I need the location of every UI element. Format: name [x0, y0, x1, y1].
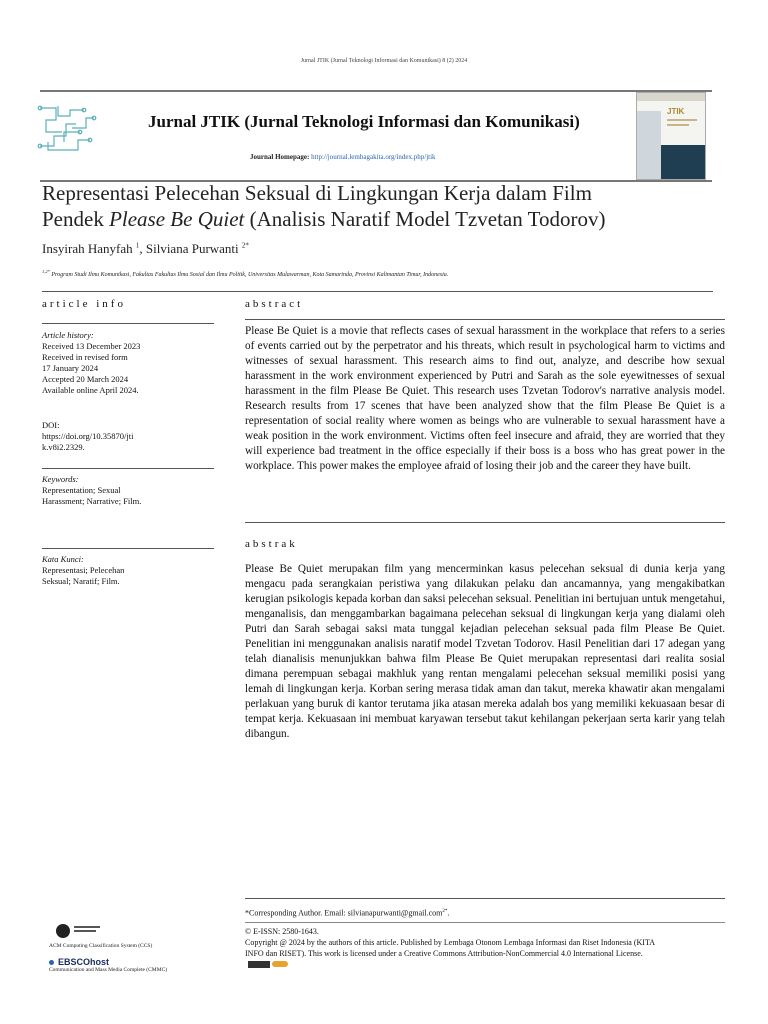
history-line: Received 13 December 2023	[42, 341, 141, 351]
article-title-line2: Pendek Please Be Quiet (Analisis Naratif Model Tzvetan Todorov)	[42, 207, 606, 231]
license-badge-icon	[272, 961, 288, 967]
acm-logo-wordmark	[74, 930, 96, 932]
running-head: Jurnal JTIK (Jurnal Teknologi Informasi dan Komunikasi) 8 (2) 2024	[300, 58, 468, 64]
article-history	[42, 330, 214, 396]
homepage-label: Journal Homepage:	[250, 153, 310, 161]
divider	[42, 548, 214, 549]
homepage-link[interactable]: http://journal.lembagakita.org/index.php/jtik	[311, 153, 436, 161]
divider	[42, 291, 713, 292]
copyright-notice: Copyright @ 2024 by the authors of this article. Published by Lembaga Otonom Lembaga Informasi dan Riset Indonesia (KITA INFO dan RISET). This work is licensed under a Creative Commons Attribution-NonCommercial 4.0 International License.	[245, 938, 669, 970]
history-line: Accepted 20 March 2024	[42, 374, 129, 384]
issn: © E-ISSN: 2580-1643.	[245, 927, 319, 936]
ebsco-dot-icon	[49, 960, 54, 965]
acm-logo-wordmark	[74, 926, 100, 928]
article-info-heading: article info	[42, 298, 126, 310]
journal-title: Jurnal JTIK (Jurnal Teknologi Informasi dan Komunikasi)	[148, 112, 580, 131]
doi-link-cont[interactable]: k.v8i2.2329.	[42, 442, 85, 452]
header-top-rule	[40, 90, 712, 92]
keywords-label: Keywords:	[42, 474, 79, 484]
acm-logo-icon	[56, 924, 70, 938]
abstrak-body: Please Be Quiet merupakan film yang mencerminkan kasus pelecehan seksual di dunia kerja yang mengacu pada serangkaian peristiwa yang dilakukan pelaku dan ancamannya, yang mengakibatkan kerugian psikologis kepada korban dan saksi pelecehan seksual. Penelitian ini bertujuan untuk mengetahui, menganalisis, dan menggambarkan bagaimana pelecehan seksual di lingkungan kerja yang dialami oleh Putri dan Sarah sebagai saksi mata tunggal kejadian pelecehan seksual pada film Please Be Quiet. Penelitian ini menggunakan analisis naratif model Tzvetan Todorov. Hasil Penelitian dari 17 adegan yang telah dianalisis menunjukkan bahwa film Please Be Quiet merupakan representasi dari realita sosial dimana perempuan sebagai makhluk yang rentan mengalami pelecehan seksual memiliki posisi yang lemah di lingkungan kerja. Korban sering merasa tidak aman dan takut, mereka khawatir akan mengalami perlakuan yang buruk di kantor terutama jika atasan mereka adalah bos yang memiliki kekuasaan besar di tempat kerja. Kekuasaan ini membuat karyawan tersebut takut kehilangan pekerjaan serta karir yang telah dibangun.	[245, 563, 725, 740]
divider	[42, 323, 214, 324]
author-name: Silviana Purwanti	[145, 241, 239, 256]
divider	[245, 319, 725, 320]
acm-ccs-text: ACM Computing Classification System (CCS)	[49, 943, 153, 949]
divider	[245, 922, 725, 923]
kata-kunci-label: Kata Kunci:	[42, 554, 84, 564]
abstrak-heading: abstrak	[245, 538, 298, 550]
article-title-line1: Representasi Pelecehan Seksual di Lingkungan Kerja dalam Film	[42, 181, 592, 205]
journal-logo-icon	[36, 102, 98, 152]
journal-cover-thumbnail	[636, 92, 706, 180]
divider	[245, 522, 725, 523]
journal-homepage	[250, 153, 436, 161]
abstract-body: Please Be Quiet is a movie that reflects cases of sexual harassment in the workplace that refers to a series of events carried out by the perpetrator and his threats, which result in psychological harm to victims and witnesses of sexual harassment. This research aims to find out, analyze, and describe how sexual harassment in the work environment experienced by Putri and Sarah as the sole eyewitnesses of sexual harassment in the film Please Be Quiet. This research uses Tzvetan Todorov's narrative analysis model. Research results from 17 scenes that have been analyzed show that the film Please Be Quiet is a representation of social reality where women as beings who are vulnerable to sexual harassment have a weak position in the work environment. Victims often feel insecure and afraid, they are worried that they will experience bad treatment in the office especially if their boss is a boss who has great power in the workplace. This power makes the employee afraid of losing their job and the career they have built.	[245, 325, 725, 472]
authors: Insyirah Hanyfah $^1$, Silviana Purwanti $^{2*}$	[42, 241, 249, 256]
film-title: Please Be Quiet	[109, 207, 245, 231]
history-label: Article history:	[42, 330, 94, 340]
article-title	[42, 180, 722, 232]
cover-label: JTIK	[667, 107, 685, 116]
corresponding-author: *Corresponding Author. Email: silvianapurwanti@gmail.com$^{2*}$.	[245, 908, 450, 918]
abstract-heading: abstract	[245, 298, 304, 310]
author-name: Insyirah Hanyfah	[42, 241, 133, 256]
divider	[42, 468, 214, 469]
doi	[42, 420, 214, 453]
cc-license-icon	[248, 961, 270, 968]
affiliation: $^{1,2*}$ Program Studi Ilmu Komunikasi, Fakultas Fakultas Ilmu Sosial dan Ilmu Politik, Universitas Mulawarman, Kota Samarinda, Provinsi Kalimantan Timur, Indonesia.	[42, 269, 449, 278]
history-line: 17 January 2024	[42, 363, 99, 373]
doi-label: DOI:	[42, 420, 60, 430]
history-line: Received in revised form	[42, 352, 128, 362]
cmmc-text: Communication and Mass Media Complete (CMMC)	[49, 967, 168, 973]
keywords: Keywords: Representation; Sexual Harassment; Narrative; Film.	[42, 474, 142, 506]
doi-link[interactable]: https://doi.org/10.35870/jti	[42, 431, 134, 441]
history-line: Available online April 2024.	[42, 385, 139, 395]
divider	[245, 898, 725, 899]
kata-kunci: Kata Kunci: Representasi; Pelecehan Seksual; Naratif; Film.	[42, 554, 125, 586]
ebsco-logo: EBSCOhost	[49, 952, 109, 970]
